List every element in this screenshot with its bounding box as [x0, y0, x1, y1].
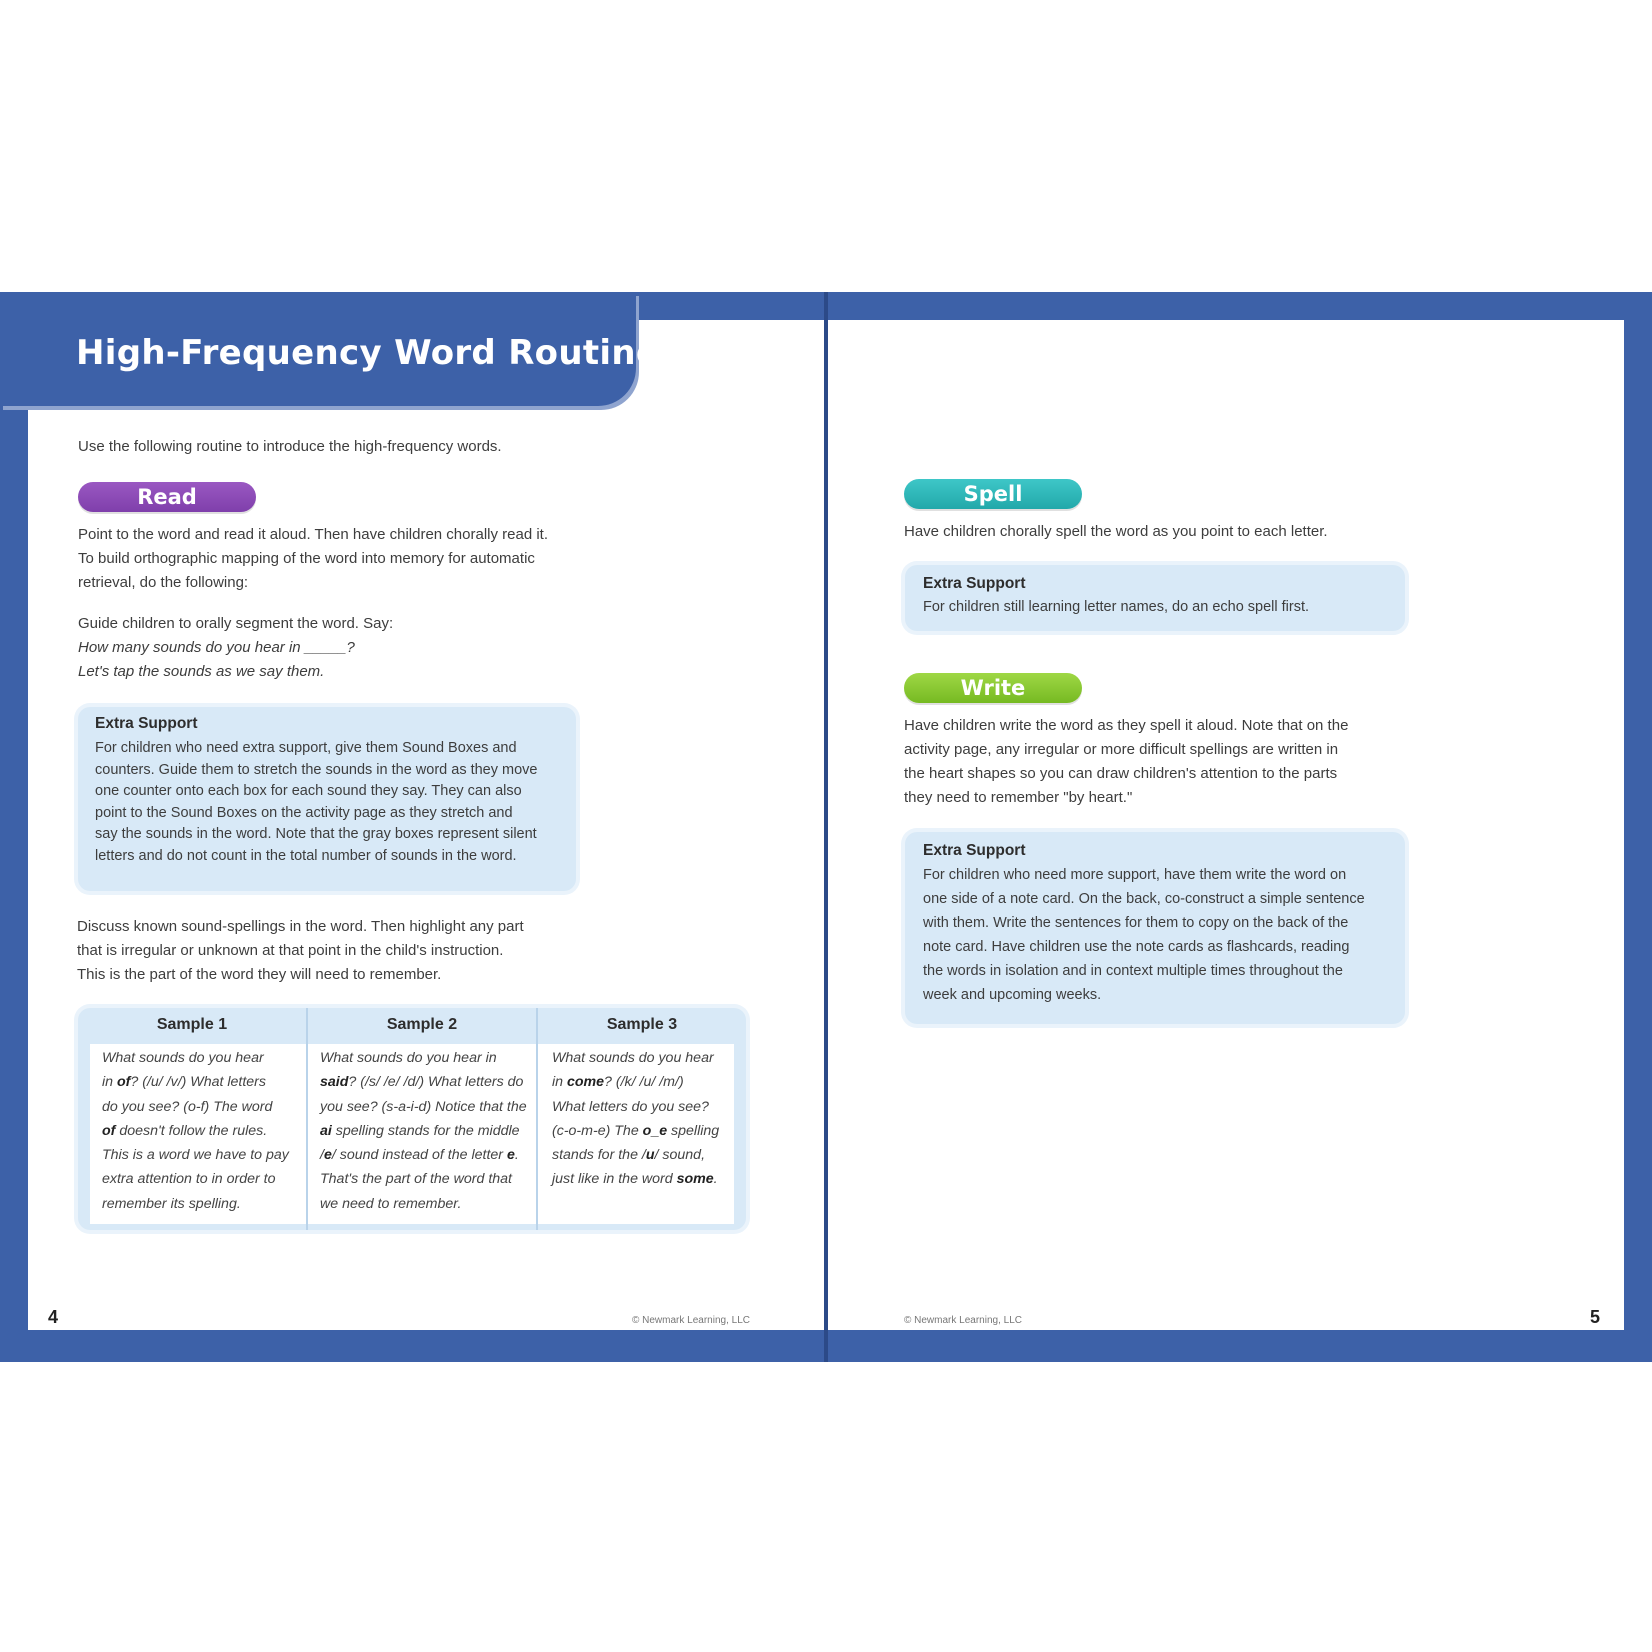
write-heading: Write: [904, 673, 1082, 703]
discuss-line: Discuss known sound-spellings in the word. Then highlight any part: [77, 918, 524, 935]
sample-2-text: What sounds do you hear in said? (/s/ /e/ /d/) What letters do you see? (s-a-i-d) Notice that the ai spelling stands for the middle /e/ sound instead of the letter e. That's the part of the word that we need to remember.: [320, 1050, 527, 1212]
extra-support-line: For children who need extra support, give them Sound Boxes and: [95, 740, 517, 756]
right-page: [828, 320, 1624, 1330]
column-divider: [306, 1008, 308, 1230]
read-paragraph-line: retrieval, do the following:: [78, 574, 249, 591]
guide-prompt: How many sounds do you hear in _____?: [78, 639, 355, 656]
extra-support-title: Extra Support: [95, 715, 198, 732]
write-support-line: For children who need more support, have them write the word on: [923, 867, 1347, 883]
read-paragraph-line: To build orthographic mapping of the word into memory for automatic: [78, 550, 535, 567]
write-support-line: note card. Have children use the note cards as flashcards, reading: [923, 939, 1350, 955]
read-heading: Read: [78, 482, 256, 512]
write-support-line: one side of a note card. On the back, co-construct a simple sentence: [923, 891, 1365, 907]
page-spine: [824, 292, 828, 1362]
extra-support-line: counters. Guide them to stretch the sounds in the word as they move: [95, 762, 538, 778]
write-line: they need to remember "by heart.": [904, 789, 1133, 806]
extra-support-line: point to the Sound Boxes on the activity page as they stretch and: [95, 805, 513, 821]
copyright-left: © Newmark Learning, LLC: [632, 1315, 750, 1326]
discuss-line: that is irregular or unknown at that point in the child's instruction.: [77, 942, 504, 959]
spell-support-text: For children still learning letter names, do an echo spell first.: [923, 599, 1310, 615]
spell-heading: Spell: [904, 479, 1082, 509]
samples-table: [78, 1008, 746, 1230]
table-header: Sample 1: [156, 1016, 228, 1033]
extra-support-line: letters and do not count in the total number of sounds in the word.: [95, 848, 517, 864]
intro-text: Use the following routine to introduce the high-frequency words.: [78, 438, 502, 455]
page-number-right: 5: [1590, 1307, 1601, 1327]
write-support-title: Extra Support: [923, 842, 1026, 859]
page-number-left: 4: [48, 1307, 59, 1327]
spell-text: Have children chorally spell the word as you point to each letter.: [904, 523, 1328, 540]
column-divider: [536, 1008, 538, 1230]
sample-1-text: What sounds do you hear in of? (/u/ /v/) What letters do you see? (o-f) The word of doesn't follow the rules. This is a word we have to pay extra attention to in order to remember its spelling.: [102, 1050, 289, 1212]
write-support-line: with them. Write the sentences for them to copy on the back of the: [923, 915, 1349, 931]
guide-prompt: Let's tap the sounds as we say them.: [78, 663, 325, 680]
extra-support-line: one counter onto each box for each sound they say. They can also: [95, 783, 522, 799]
extra-support-line: say the sounds in the word. Note that the gray boxes represent silent: [95, 826, 537, 842]
sample-3-text: What sounds do you hear in come? (/k/ /u/ /m/) What letters do you see? (c-o-m-e) The o_e spelling stands for the /u/ sound, just like in the word some.: [552, 1050, 720, 1188]
write-support-line: week and upcoming weeks.: [923, 987, 1102, 1003]
write-line: activity page, any irregular or more difficult spellings are written in: [904, 741, 1339, 758]
table-header: Sample 2: [386, 1016, 458, 1033]
write-line: Have children write the word as they spell it aloud. Note that on the: [904, 717, 1349, 734]
page-title: High-Frequency Word Routine: [76, 333, 660, 373]
spell-support-title: Extra Support: [923, 575, 1026, 592]
write-support-line: the words in isolation and in context multiple times throughout the: [923, 963, 1343, 979]
copyright-right: © Newmark Learning, LLC: [904, 1315, 1022, 1326]
guide-text: Guide children to orally segment the word. Say:: [78, 615, 394, 632]
read-paragraph-line: Point to the word and read it aloud. Then have children chorally read it.: [78, 526, 549, 543]
discuss-line: This is the part of the word they will need to remember.: [77, 966, 442, 983]
table-header: Sample 3: [606, 1016, 678, 1033]
write-line: the heart shapes so you can draw children's attention to the parts: [904, 765, 1338, 782]
